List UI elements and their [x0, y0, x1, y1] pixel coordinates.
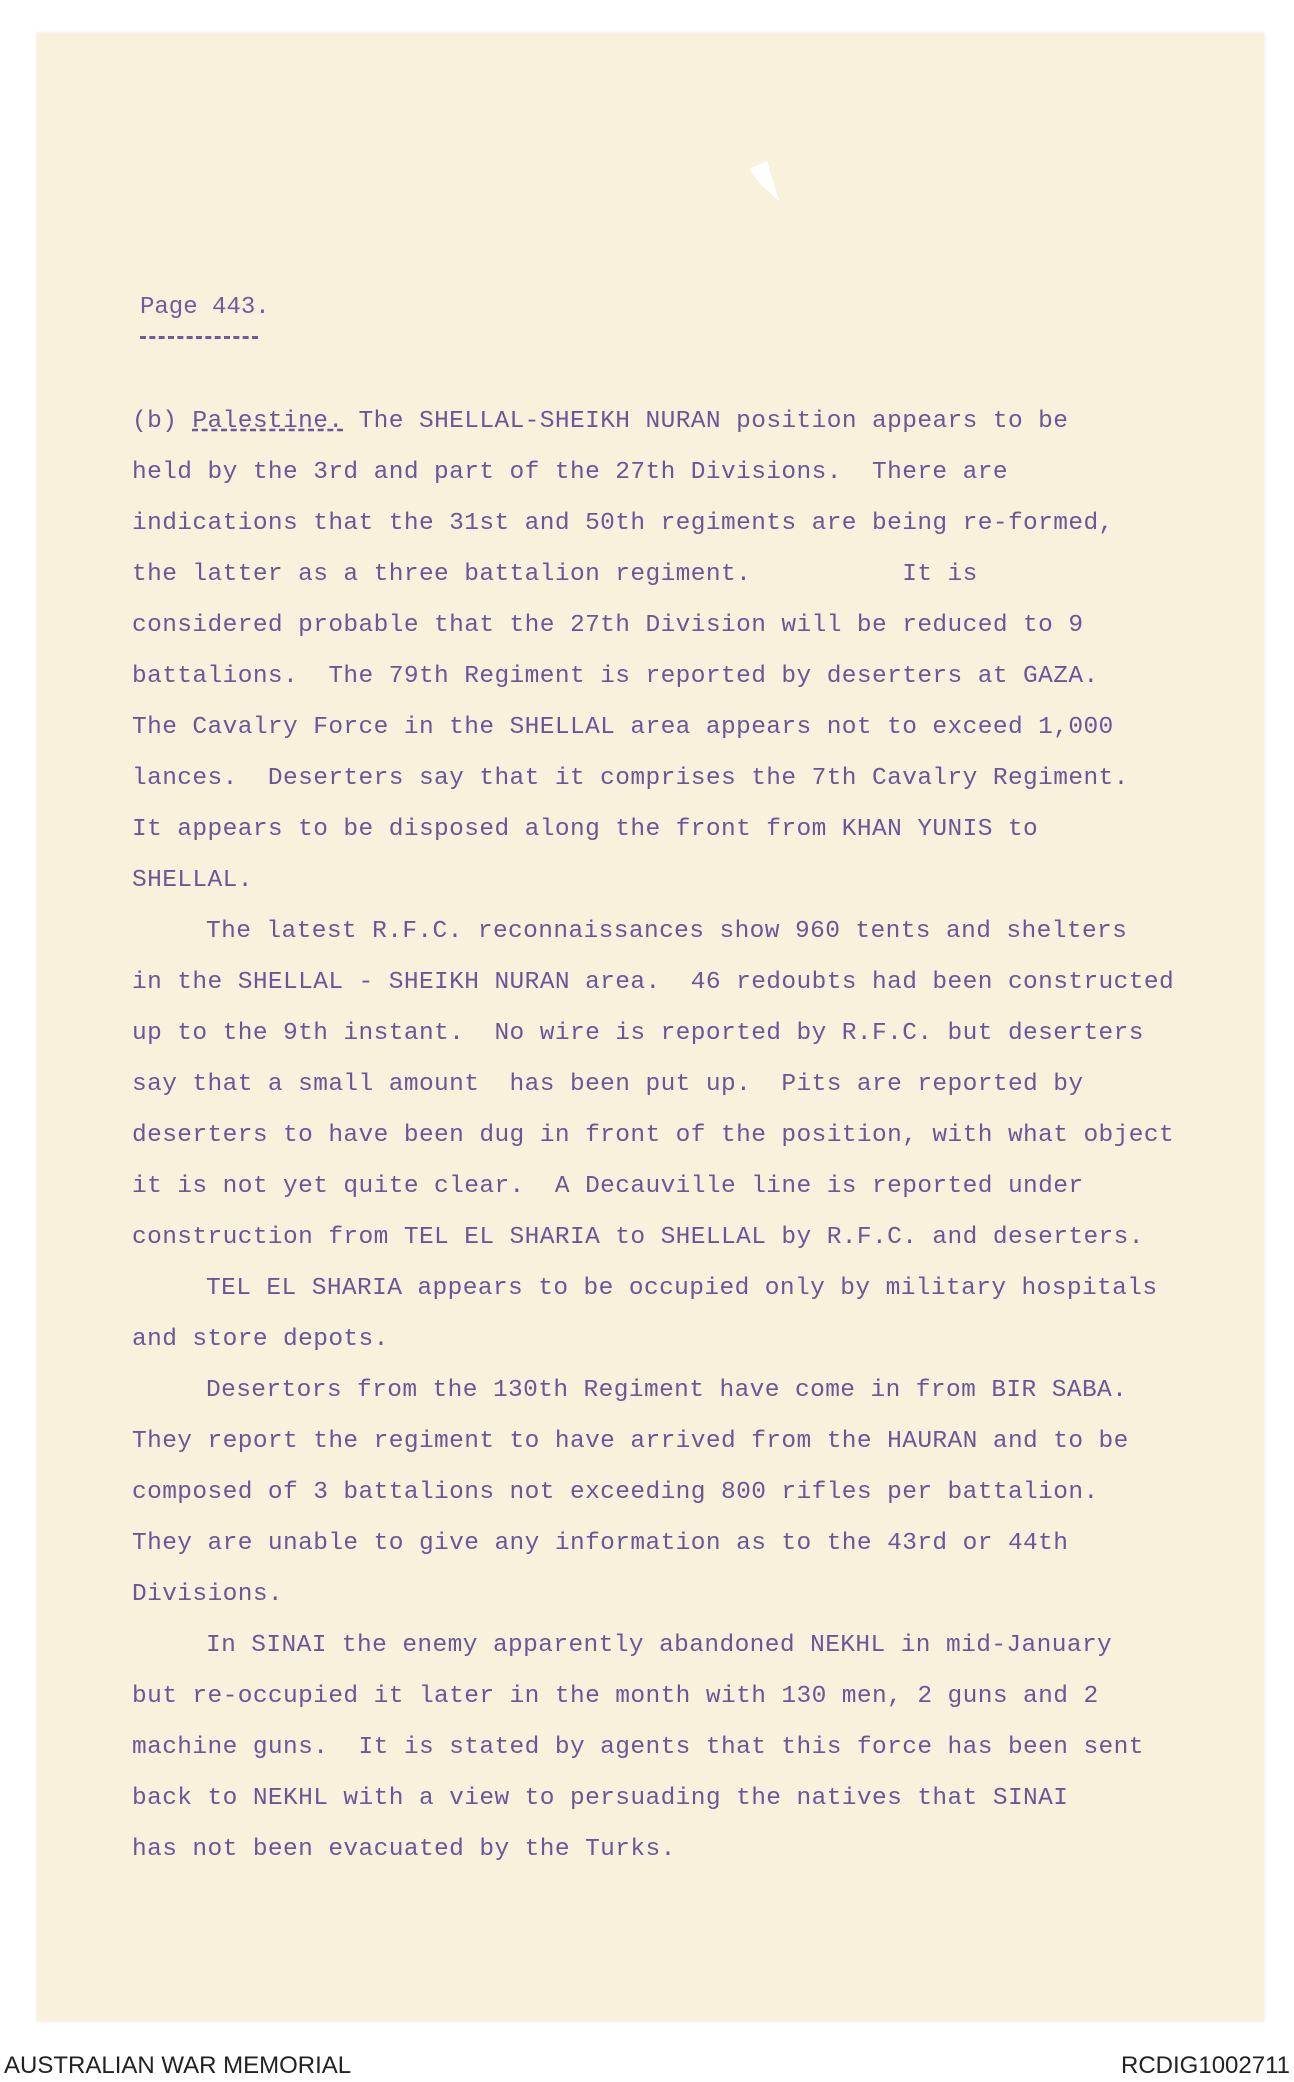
- text-line: They are unable to give any information as to the 43rd or 44th: [132, 1530, 1069, 1557]
- text-line: SHELLAL.: [132, 867, 253, 894]
- text-line: held by the 3rd and part of the 27th Divisions. There are: [132, 459, 1008, 486]
- paragraph-start: Desertors from the 130th Regiment have come in from BIR SABA.: [206, 1377, 1128, 1404]
- text-line: say that a small amount has been put up. Pits are reported by: [132, 1071, 1084, 1098]
- section-title: Palestine.: [192, 408, 344, 435]
- text-line: but re-occupied it later in the month with 130 men, 2 guns and 2: [132, 1683, 1099, 1710]
- footer-institution: AUSTRALIAN WAR MEMORIAL: [4, 2052, 352, 2079]
- text-line: battalions. The 79th Regiment is reported by deserters at GAZA.: [132, 663, 1099, 690]
- page-number: Page 443.: [140, 294, 270, 321]
- text-line: They report the regiment to have arrived from the HAURAN and to be: [132, 1428, 1129, 1455]
- text-line: composed of 3 battalions not exceeding 800 rifles per battalion.: [132, 1479, 1099, 1506]
- text-line: deserters to have been dug in front of the position, with what object: [132, 1122, 1175, 1149]
- text-line: the latter as a three battalion regiment. It is: [132, 561, 978, 588]
- footer-reference: RCDIG1002711: [1121, 2052, 1290, 2079]
- text-line: indications that the 31st and 50th regiments are being re-formed,: [132, 510, 1114, 537]
- text-line: back to NEKHL with a view to persuading the natives that SINAI: [132, 1785, 1069, 1812]
- text-line: has not been evacuated by the Turks.: [132, 1836, 676, 1863]
- text-line: Divisions.: [132, 1581, 284, 1608]
- text-line: construction from TEL EL SHARIA to SHELLAL by R.F.C. and deserters.: [132, 1224, 1144, 1251]
- text-line: and store depots.: [132, 1326, 389, 1353]
- typed-body-text: [132, 396, 1174, 1875]
- text-line: machine guns. It is stated by agents that this force has been sent: [132, 1734, 1144, 1761]
- paragraph-start: The latest R.F.C. reconnaissances show 960 tents and shelters: [206, 918, 1128, 945]
- page-number-underline: [140, 336, 258, 339]
- text-line: (b) Palestine. The SHELLAL-SHEIKH NURAN position appears to be: [132, 408, 1069, 435]
- text-line: considered probable that the 27th Division will be reduced to 9: [132, 612, 1084, 639]
- section-label: (b): [132, 408, 178, 435]
- text-line: it is not yet quite clear. A Decauville line is reported under: [132, 1173, 1084, 1200]
- text-line: The Cavalry Force in the SHELLAL area appears not to exceed 1,000: [132, 714, 1114, 741]
- text-line: up to the 9th instant. No wire is reported by R.F.C. but deserters: [132, 1020, 1144, 1047]
- text-line: It appears to be disposed along the front from KHAN YUNIS to: [132, 816, 1039, 843]
- text-line: lances. Deserters say that it comprises the 7th Cavalry Regiment.: [132, 765, 1129, 792]
- bleed-through-text: [247, 163, 881, 190]
- text-line: in the SHELLAL - SHEIKH NURAN area. 46 redoubts had been constructed: [132, 969, 1175, 996]
- paragraph-start: In SINAI the enemy apparently abandoned NEKHL in mid-January: [206, 1632, 1113, 1659]
- paragraph-start: TEL EL SHARIA appears to be occupied only by military hospitals: [206, 1275, 1158, 1302]
